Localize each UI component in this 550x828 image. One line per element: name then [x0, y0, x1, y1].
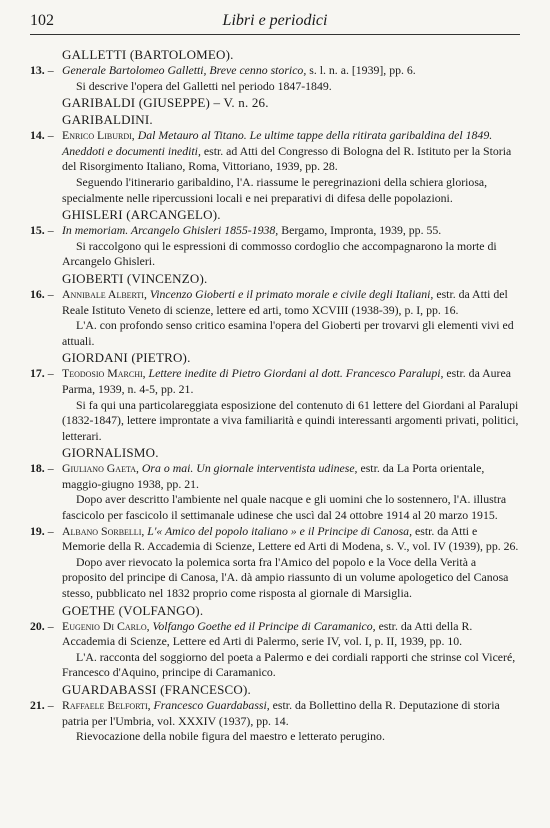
entry-citation: [62, 63, 520, 79]
subject-heading: GARIBALDI (GIUSEPPE) – V. n. 26.: [62, 95, 269, 111]
entry-description: L'A. con profondo senso critico esamina l'opera del Gioberti per trovarvi gli elementi vivi ed attuali.: [62, 318, 514, 348]
entry-number: 20. –: [30, 619, 54, 635]
bibliography-entry: [30, 461, 520, 523]
entry-author: Giuliano Gaeta,: [62, 461, 139, 476]
bibliography-entry: [30, 287, 520, 349]
subject-heading: GALLETTI (BARTOLOMEO).: [62, 47, 234, 62]
entry-publication: s. l. n. a. [1939], pp. 6.: [306, 63, 416, 77]
entry-title: L'« Amico del popolo italiano » e il Principe di Canosa,: [144, 523, 413, 538]
entry-citation: [62, 223, 520, 239]
entry-number: 17. –: [30, 366, 54, 382]
entry-description: Rievocazione della nobile figura del maestro e letterato perugino.: [76, 729, 385, 744]
running-title: Libri e periodici: [222, 12, 328, 29]
entry-number: 13. –: [30, 63, 54, 79]
entry-title: Generale Bartolomeo Galletti, Breve cenno storico,: [62, 63, 307, 77]
entry-title: Francesco Guardabassi,: [150, 698, 270, 712]
entry-description: Seguendo l'itinerario garibaldino, l'A. riassume le peregrinazioni della schiera gloriosa, specialmente nelle ripercussioni locali e nei preparativi di difesa delle popolazioni.: [62, 174, 488, 205]
entry-citation: [62, 128, 520, 175]
entry-title: Lettere inedite di Pietro Giordani al dott. Francesco Paralupi,: [145, 366, 444, 381]
entry-author: Teodosio Marchi,: [62, 366, 146, 381]
entry-author: Annibale Alberti,: [62, 286, 147, 301]
entry-publication: estr. da Atti del Reale Istituto Veneto di scienze, lettere ed arti, tomo XCVIII (1938-39), p. I, pp. 16.: [62, 286, 508, 317]
bibliography-entry: [30, 223, 520, 270]
entry-publication: estr. da Aurea Parma, 1939, n. 4-5, pp. 21.: [62, 366, 511, 396]
bibliography-entry: [30, 63, 520, 94]
entry-author: Albano Sorbelli,: [62, 523, 145, 538]
subject-heading: GARIBALDINI.: [62, 112, 153, 128]
entry-publication: estr. da La Porta orientale, maggio-giugno 1938, pp. 21.: [62, 461, 485, 491]
entry-description: Si fa qui una particolareggiata esposizione del contenuto di 61 lettere del Giordani al Paralupi (1832-1847), lettere improntate a viva familiarità e quindi interessanti argomenti privati, politici, letterari.: [62, 397, 519, 443]
entry-number: 16. –: [30, 287, 54, 303]
bibliography-entry: [30, 128, 520, 206]
entry-citation: [62, 619, 520, 650]
entry-citation: [62, 461, 520, 492]
entry-number: 14. –: [30, 128, 54, 144]
entry-description: L'A. racconta del soggiorno del poeta a Palermo e dei cordiali rapporti che strinse col Viceré, Francesco d'Aquino, principe di Caramanico.: [62, 649, 516, 680]
entry-description: Si descrive l'opera del Galletti nel periodo 1847-1849.: [76, 78, 332, 93]
entry-citation: [62, 698, 520, 729]
subject-heading: GIORDANI (PIETRO).: [62, 350, 191, 366]
entry-title: Volfango Goethe ed il Principe di Caramanico,: [149, 618, 376, 633]
page-header: [30, 10, 520, 35]
entry-publication: Bergamo, Impronta, 1939, pp. 55.: [278, 223, 442, 238]
entry-title: In memoriam. Arcangelo Ghisleri 1855-1938,: [62, 223, 279, 238]
entry-citation: [62, 287, 520, 318]
entry-description: Dopo aver descritto l'ambiente nel quale nacque e gli uomini che lo sostennero, l'A. illustra fascicolo per fascicolo il settimanale udinese che uscì dal 24 ottobre 1914 al 20 marzo 1915.: [62, 492, 507, 523]
bibliography-entry: [30, 698, 520, 745]
entry-publication: estr. ad Atti del Congresso di Bologna del R. Istituto per la Storia del Risorgimento Italiano, Roma, Vittoriano, 1939, pp. 28.: [62, 143, 512, 174]
entry-description: Si raccolgono qui le espressioni di commosso cordoglio che accompagnarono la morte di Arcangelo Ghisleri.: [62, 238, 497, 269]
entry-publication: estr. da Atti della R. Accademia di Scienze, Lettere ed Arti di Palermo, serie IV, vol. I, p. II, 1939, pp. 10.: [62, 618, 473, 649]
entry-number: 18. –: [30, 461, 54, 477]
entry-number: 21. –: [30, 698, 54, 714]
entry-citation: [62, 524, 520, 555]
entry-number: 15. –: [30, 223, 54, 239]
subject-heading: GIORNALISMO.: [62, 445, 159, 461]
entry-author: Enrico Liburdi,: [62, 128, 135, 143]
entry-citation: [62, 366, 520, 397]
entry-title: Vincenzo Gioberti e il primato morale e civile degli Italiani,: [146, 286, 434, 301]
bibliography-list: [30, 46, 520, 745]
subject-heading: GHISLERI (ARCANGELO).: [62, 207, 221, 223]
bibliography-entry: [30, 619, 520, 681]
bibliography-entry: [30, 366, 520, 444]
subject-heading: GIOBERTI (VINCENZO).: [62, 270, 208, 286]
entry-author: Eugenio Di Carlo,: [62, 618, 150, 633]
entry-author: Raffaele Belforti,: [62, 698, 151, 712]
subject-heading: GOETHE (VOLFANGO).: [62, 602, 204, 618]
entry-title: Dal Metauro al Titano. Le ultime tappe della ritirata garibaldina del 1849. Aneddoti e documenti inediti,: [62, 128, 493, 158]
bibliography-entry: [30, 524, 520, 602]
subject-heading: GUARDABASSI (FRANCESCO).: [62, 682, 251, 697]
entry-description: Dopo aver rievocato la polemica sorta fra l'Amico del popolo e la Voce della Verità a proposito del principe di Canosa, l'A. dà ampio riassunto di un volume apologetico del Canosa stesso, pubblicato nel 1832 proprio come risposta al giornale di Marsiglia.: [62, 554, 509, 601]
entry-publication: estr. da Atti e Memorie della R. Accademia di Scienze, Lettere ed Arti di Modena, s. V., vol. IV (1939), pp. 26.: [62, 523, 519, 554]
entry-publication: estr. da Bollettino della R. Deputazione di storia patria per l'Umbria, vol. XXXIV (1937), pp. 14.: [62, 698, 500, 728]
entry-number: 19. –: [30, 524, 54, 540]
page-number: 102: [30, 12, 54, 29]
entry-title: Ora o mai. Un giornale interventista udinese,: [138, 461, 358, 476]
